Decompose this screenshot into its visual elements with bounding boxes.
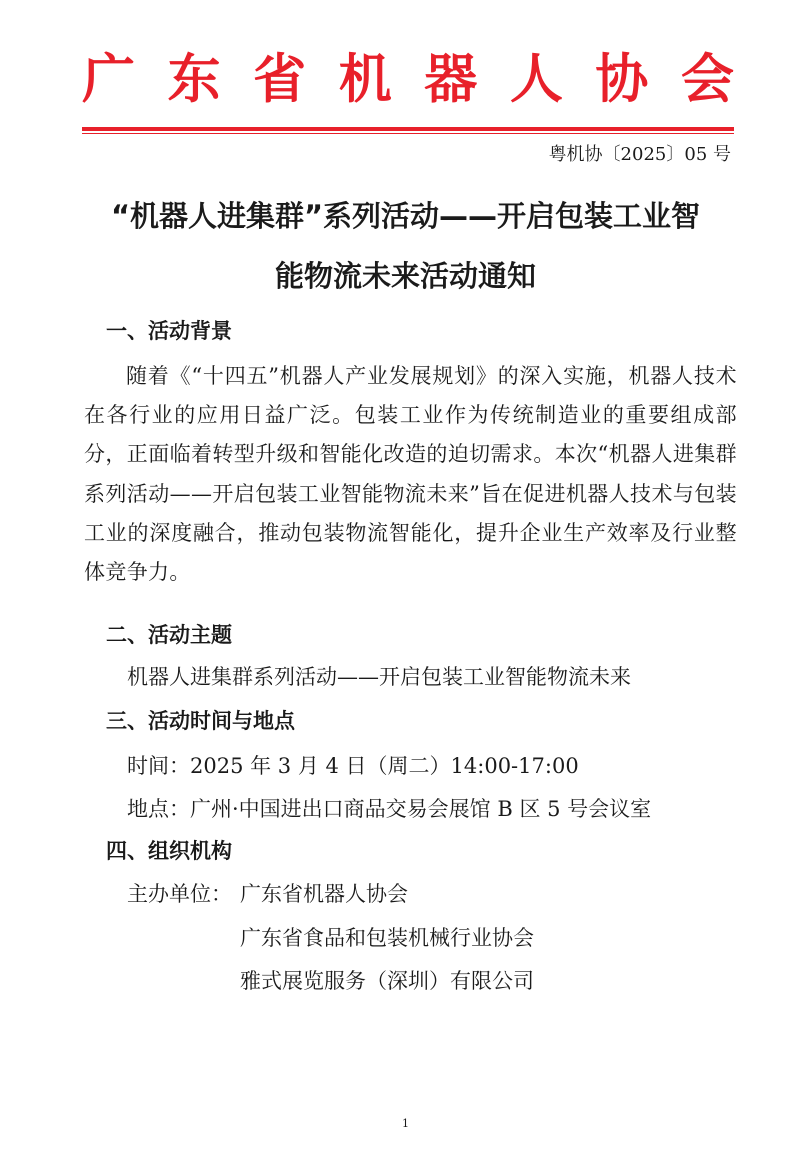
organizer-item: 雅式展览服务（深圳）有限公司 [240, 969, 534, 993]
document-number: 粤机协〔2025〕05 号 [548, 144, 731, 165]
issuing-organization-header: 广 东 省 机 器 人 协 会 [82, 48, 734, 110]
section-heading-background: 一、活动背景 [106, 319, 232, 343]
organizer-label: 主办单位： [127, 882, 232, 906]
section-heading-theme: 二、活动主题 [106, 623, 232, 647]
organizer-item: 广东省机器人协会 [240, 882, 408, 906]
page-number: 1 [402, 1117, 409, 1130]
theme-text: 机器人进集群系列活动——开启包装工业智能物流未来 [127, 665, 631, 689]
event-location: 地点：广州·中国进出口商品交易会展馆 B 区 5 号会议室 [127, 797, 652, 821]
section-heading-time-place: 三、活动时间与地点 [106, 709, 295, 733]
document-title-line-2: 能物流未来活动通知 [274, 259, 536, 293]
background-paragraph: 随着《“十四五”机器人产业发展规划》的深入实施，机器人技术在各行业的应用日益广泛。包装工业作为传统制造业的重要组成部分，正面临着转型升级和智能化改造的迫切需求。本次“机器人进集群系列活动——开启包装工业智能物流未来”旨在促进机器人技术与包装工业的深度融合，推动包装物流智能化，提升企业生产效率及行业整体竞争力。 [84, 364, 737, 585]
document-title-line-1: “机器人进集群”系列活动——开启包装工业智 [110, 199, 701, 233]
header-red-rule [82, 127, 734, 131]
organizer-item: 广东省食品和包装机械行业协会 [240, 926, 534, 950]
header-red-rule-thin [82, 133, 734, 134]
section-heading-organizers: 四、组织机构 [106, 839, 232, 863]
event-time: 时间：2025 年 3 月 4 日（周二）14:00-17:00 [127, 754, 579, 778]
